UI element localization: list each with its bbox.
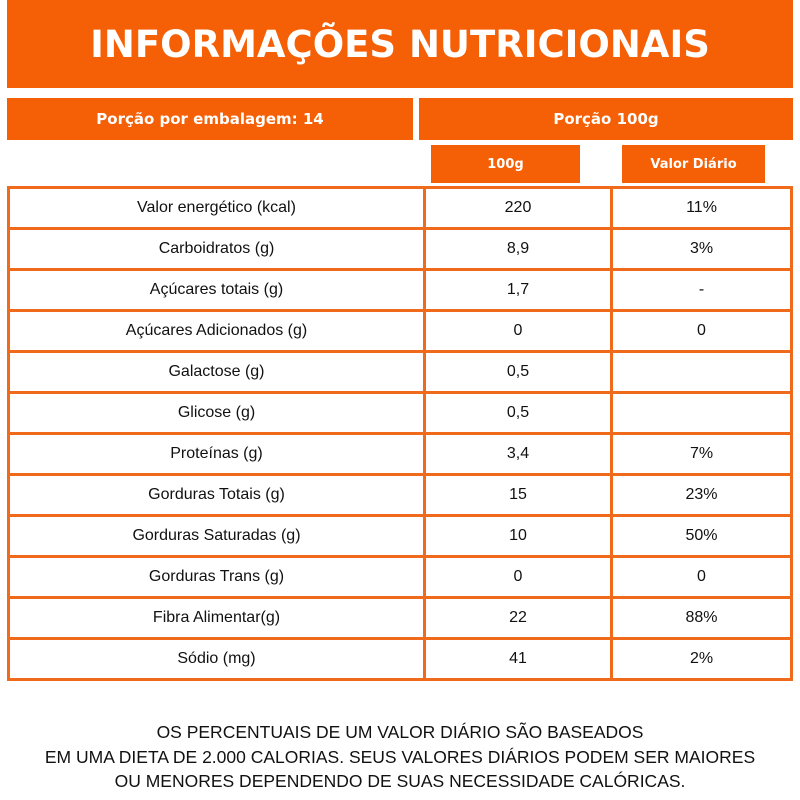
nutrition-table — [7, 186, 793, 681]
daily-value: - — [612, 270, 792, 311]
daily-value: 0 — [612, 557, 792, 598]
nutrient-name: Gorduras Totais (g) — [9, 475, 425, 516]
nutrient-name: Fibra Alimentar(g) — [9, 598, 425, 639]
footnote — [0, 720, 800, 794]
amount-100g: 3,4 — [425, 434, 612, 475]
footnote-line: OU MENORES DEPENDENDO DE SUAS NECESSIDADE CALÓRICAS. — [114, 771, 686, 791]
daily-value: 3% — [612, 229, 792, 270]
table-row — [9, 557, 792, 598]
table-row — [9, 188, 792, 229]
daily-value: 88% — [612, 598, 792, 639]
page-title: INFORMAÇÕES NUTRICIONAIS — [7, 0, 793, 88]
footnote-line: OS PERCENTUAIS DE UM VALOR DIÁRIO SÃO BASEADOS — [156, 722, 644, 742]
daily-value: 50% — [612, 516, 792, 557]
nutrient-name: Proteínas (g) — [9, 434, 425, 475]
amount-100g: 10 — [425, 516, 612, 557]
table-row — [9, 516, 792, 557]
amount-100g: 15 — [425, 475, 612, 516]
table-row — [9, 229, 792, 270]
nutrient-name: Açúcares Adicionados (g) — [9, 311, 425, 352]
amount-100g: 0 — [425, 557, 612, 598]
daily-value — [612, 352, 792, 393]
nutrient-name: Carboidratos (g) — [9, 229, 425, 270]
nutrient-name: Açúcares totais (g) — [9, 270, 425, 311]
daily-value: 7% — [612, 434, 792, 475]
table-row — [9, 270, 792, 311]
footnote-line: EM UMA DIETA DE 2.000 CALORIAS. SEUS VALORES DIÁRIOS PODEM SER MAIORES — [44, 746, 756, 767]
table-row — [9, 311, 792, 352]
daily-value: 0 — [612, 311, 792, 352]
amount-100g: 41 — [425, 639, 612, 680]
amount-100g: 1,7 — [425, 270, 612, 311]
amount-100g: 22 — [425, 598, 612, 639]
column-header-100g: 100g — [431, 145, 580, 183]
amount-100g: 0,5 — [425, 393, 612, 434]
nutrient-name: Gorduras Trans (g) — [9, 557, 425, 598]
daily-value — [612, 393, 792, 434]
portions-per-package: Porção por embalagem: 14 — [7, 98, 413, 140]
nutrient-name: Glicose (g) — [9, 393, 425, 434]
amount-100g: 220 — [425, 188, 612, 229]
amount-100g: 8,9 — [425, 229, 612, 270]
amount-100g: 0,5 — [425, 352, 612, 393]
table-row — [9, 352, 792, 393]
amount-100g: 0 — [425, 311, 612, 352]
daily-value: 23% — [612, 475, 792, 516]
nutrient-name: Gorduras Saturadas (g) — [9, 516, 425, 557]
nutrient-name: Valor energético (kcal) — [9, 188, 425, 229]
daily-value: 2% — [612, 639, 792, 680]
daily-value: 11% — [612, 188, 792, 229]
table-row — [9, 475, 792, 516]
table-row — [9, 598, 792, 639]
column-header-daily-value: Valor Diário — [622, 145, 765, 183]
nutrient-name: Galactose (g) — [9, 352, 425, 393]
table-row — [9, 434, 792, 475]
nutrient-name: Sódio (mg) — [9, 639, 425, 680]
table-row — [9, 393, 792, 434]
table-row — [9, 639, 792, 680]
portion-size: Porção 100g — [419, 98, 793, 140]
